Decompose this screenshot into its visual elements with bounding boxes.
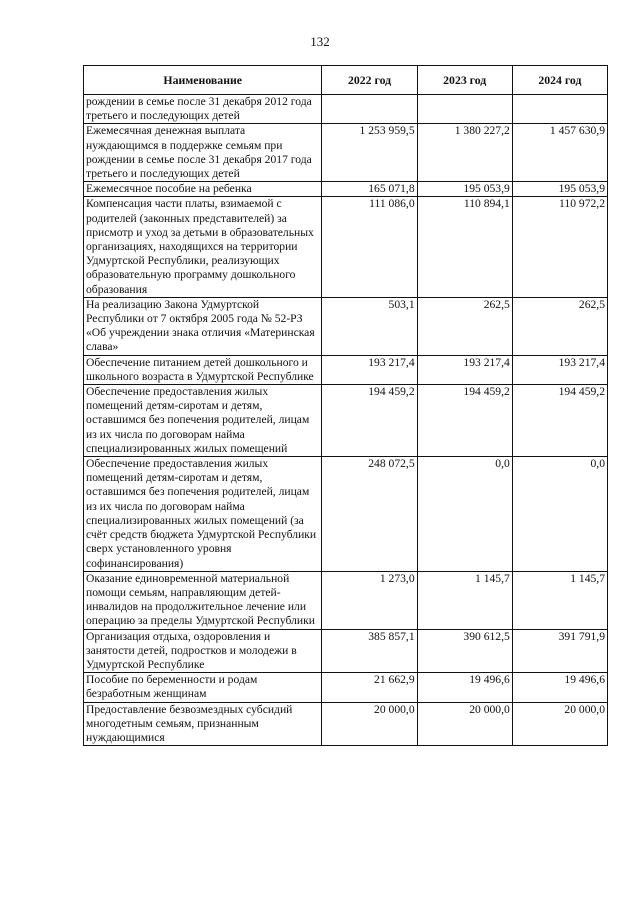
table-row: [84, 702, 608, 746]
value-2023: 193 217,4: [417, 355, 512, 384]
value-2022: 1 273,0: [322, 571, 417, 629]
value-2022: 1 253 959,5: [322, 124, 417, 182]
row-name: Предоставление безвозмездных субсидий многодетным семьям, признанным нуждающимися: [84, 702, 322, 746]
row-name: Организация отдыха, оздоровления и занятости детей, подростков и молодежи в Удмуртской Республике: [84, 629, 322, 673]
page-number: 132: [310, 34, 330, 49]
row-name: Ежемесячное пособие на ребенка: [84, 182, 322, 197]
table-row: [84, 457, 608, 572]
row-name: Обеспечение предоставления жилых помещений детям-сиротам и детям, оставшимся без попечения родителей, лицам из их числа по договорам найма специализированных жилых помещений: [84, 385, 322, 457]
row-name: Обеспечение питанием детей дошкольного и школьного возраста в Удмуртской Республике: [84, 355, 322, 384]
value-2023: 262,5: [417, 297, 512, 355]
table-row: [84, 571, 608, 629]
value-2023: 0,0: [417, 457, 512, 572]
table-row: [84, 297, 608, 355]
table-row: [84, 629, 608, 673]
value-2024: 19 496,6: [512, 673, 607, 702]
value-2024: 193 217,4: [512, 355, 607, 384]
row-name: На реализацию Закона Удмуртской Республики от 7 октября 2005 года № 52-РЗ «Об учреждении знака отличия «Материнская слава»: [84, 297, 322, 355]
value-2022: 385 857,1: [322, 629, 417, 673]
row-name: рождении в семье после 31 декабря 2012 года третьего и последующих детей: [84, 95, 322, 124]
value-2023: 19 496,6: [417, 673, 512, 702]
row-name: Оказание единовременной материальной помощи семьям, направляющим детей-инвалидов на продолжительное лечение или операцию за пределы Удмуртской Республики: [84, 571, 322, 629]
header-name: Наименование: [84, 66, 322, 95]
row-name: Пособие по беременности и родам безработным женщинам: [84, 673, 322, 702]
value-2023: 1 380 227,2: [417, 124, 512, 182]
value-2022: 20 000,0: [322, 702, 417, 746]
value-2022: 21 662,9: [322, 673, 417, 702]
value-2024: 391 791,9: [512, 629, 607, 673]
budget-table: [83, 65, 608, 746]
value-2024: 195 053,9: [512, 182, 607, 197]
value-2024: 110 972,2: [512, 197, 607, 297]
value-2024: 20 000,0: [512, 702, 607, 746]
value-2023: 194 459,2: [417, 385, 512, 457]
table-row: [84, 197, 608, 297]
table-row: [84, 673, 608, 702]
table-row: [84, 124, 608, 182]
value-2022: 165 071,8: [322, 182, 417, 197]
value-2022: 503,1: [322, 297, 417, 355]
table-row: [84, 355, 608, 384]
row-name: Обеспечение предоставления жилых помещений детям-сиротам и детям, оставшимся без попечения родителей, лицам из их числа по договорам найма специализированных жилых помещений (за счёт средств бюджета Удмуртской Республики сверх установленного уровня софинансирования): [84, 457, 322, 572]
value-2022: [322, 95, 417, 124]
header-2024: 2024 год: [512, 66, 607, 95]
header-2023: 2023 год: [417, 66, 512, 95]
header-2022: 2022 год: [322, 66, 417, 95]
value-2023: 1 145,7: [417, 571, 512, 629]
table-row: [84, 182, 608, 197]
row-name: Ежемесячная денежная выплата нуждающимся в поддержке семьям при рождении в семье после 31 декабря 2017 года третьего и последующих детей: [84, 124, 322, 182]
value-2022: 248 072,5: [322, 457, 417, 572]
value-2022: 194 459,2: [322, 385, 417, 457]
table-row: [84, 385, 608, 457]
row-name: Компенсация части платы, взимаемой с родителей (законных представителей) за присмотр и уход за детьми в образовательных организациях, находящихся на территории Удмуртской Республики, реализующих образовательную программу дошкольного образования: [84, 197, 322, 297]
value-2023: 390 612,5: [417, 629, 512, 673]
value-2024: 1 145,7: [512, 571, 607, 629]
value-2024: 1 457 630,9: [512, 124, 607, 182]
value-2024: [512, 95, 607, 124]
value-2024: 262,5: [512, 297, 607, 355]
value-2023: 20 000,0: [417, 702, 512, 746]
value-2024: 194 459,2: [512, 385, 607, 457]
value-2024: 0,0: [512, 457, 607, 572]
table-row: [84, 95, 608, 124]
table-header-row: [84, 66, 608, 95]
value-2022: 111 086,0: [322, 197, 417, 297]
value-2023: [417, 95, 512, 124]
value-2022: 193 217,4: [322, 355, 417, 384]
value-2023: 195 053,9: [417, 182, 512, 197]
value-2023: 110 894,1: [417, 197, 512, 297]
